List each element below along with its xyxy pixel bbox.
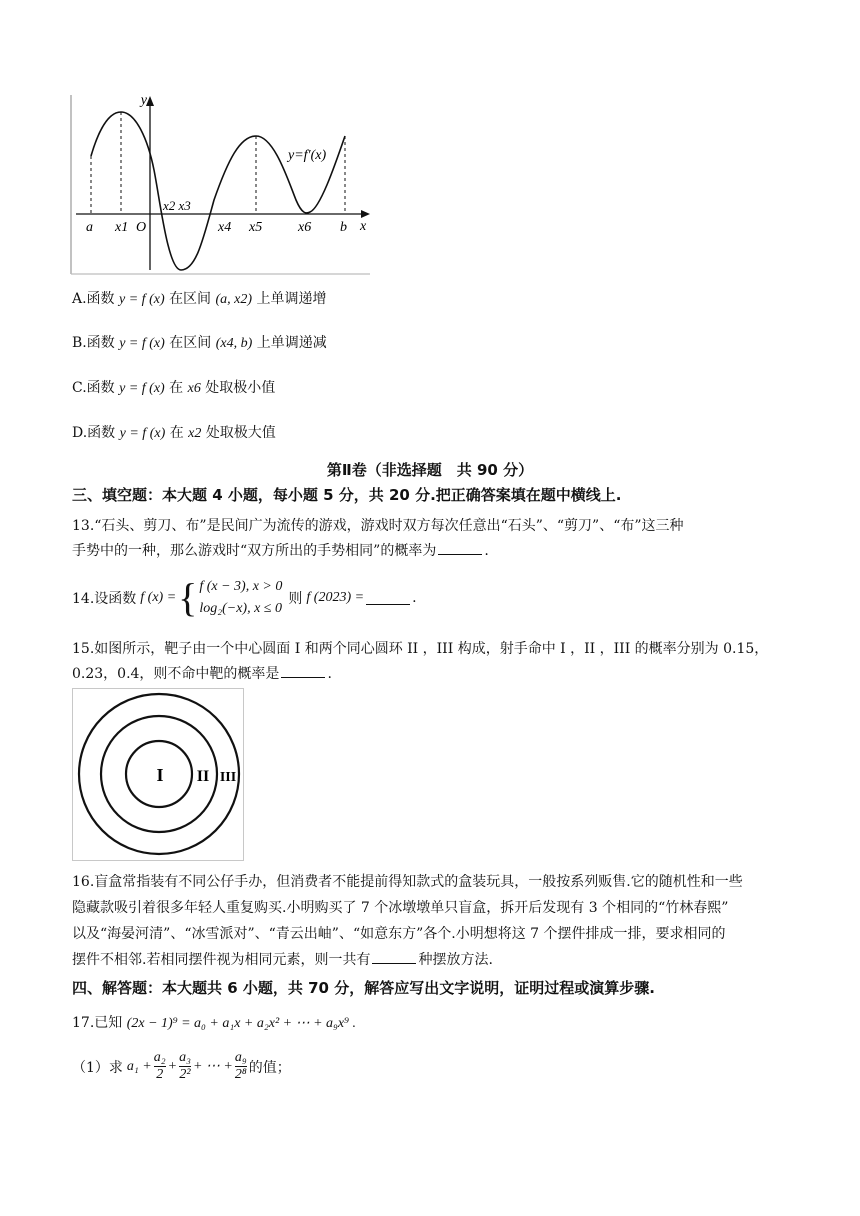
q17-stem: 17.已知 (2x − 1)⁹ = a₀ + a₁x + a₂x² + ⋯ + a₉x⁹ . [72, 1015, 356, 1031]
derivative-graph [68, 90, 378, 276]
tick-x4: x4 [218, 220, 232, 235]
curve-label: y=f′(x) [288, 148, 327, 163]
section4-heading: 四、解答题：本大题共 6 小题，共 70 分，解答应写出文字说明，证明过程或演算步骤. [72, 979, 655, 997]
fraction-1: $\frac{\text{a₂}}{2}$ [153, 1050, 166, 1082]
answer-blank[interactable] [366, 592, 410, 605]
q17-part1: （1）求 a₁ + $\frac{\text{a₂}}{2}$ + $\frac{\text{a₃}}{\text{2²}}$ + ⋯ + $\frac{\text{a₉}}{\text{2⁸}}$ 的值； [72, 1050, 291, 1082]
tick-x5: x5 [249, 220, 263, 235]
option-c: C.函数 y = f (x) 在 x6 处取极小值 [72, 380, 276, 396]
q13-line1: 13.“石头、剪刀、布”是民间广为流传的游戏，游戏时双方每次任意出“石头”、“剪刀”、“布”这三种 [72, 518, 684, 534]
target-figure [72, 688, 244, 861]
q14: 14.设函数 f (x) = { f (x − 3), x > 0 log₂(−x), x ≤ 0 则 f (2023) = . [72, 575, 417, 620]
q15-line2: 0.23，0.4，则不命中靶的概率是 . [72, 666, 332, 682]
option-d: D.函数 y = f (x) 在 x2 处取极大值 [72, 425, 276, 441]
tick-x2-x3: x2 x3 [163, 198, 191, 213]
label-ring-2: II [196, 768, 210, 785]
fraction-3: $\frac{\text{a₉}}{\text{2⁸}}$ [234, 1050, 247, 1082]
label-ring-3: III [219, 770, 237, 785]
tick-b: b [340, 220, 347, 235]
section3-heading: 三、填空题：本大题 4 小题，每小题 5 分，共 20 分.把正确答案填在题中横线上. [72, 486, 622, 504]
origin-label: O [136, 220, 147, 235]
q16-line4: 摆件不相邻.若相同摆件视为相同元素，则一共有 种摆放方法. [72, 952, 493, 968]
answer-blank[interactable] [372, 951, 416, 964]
answer-blank[interactable] [281, 665, 325, 678]
q16-line3: 以及“海晏河清”、“冰雪派对”、“青云出岫”、“如意东方”各个.小明想将这 7 个摆件排成一排，要求相同的 [72, 926, 726, 942]
y-axis-label: y [140, 93, 147, 108]
fraction-2: $\frac{\text{a₃}}{\text{2²}}$ [179, 1050, 191, 1082]
tick-a: a [86, 220, 93, 235]
option-b: B.函数 y = f (x) 在区间 (x4, b) 上单调递减 [72, 335, 327, 351]
tick-x1: x1 [115, 220, 129, 235]
part2-title: 第Ⅱ卷（非选择题 共 90 分） [326, 461, 534, 479]
q16-line2: 隐藏款吸引着很多年轻人重复购买.小明购买了 7 个冰墩墩单只盲盒，拆开后发现有 3 个相同的“竹林春熙” [72, 900, 729, 916]
q16-line1: 16.盲盒常指装有不同公仔手办，但消费者不能提前得知款式的盒装玩具，一般按系列贩售.它的随机性和一些 [72, 874, 743, 890]
piecewise-cases: f (x − 3), x > 0 log₂(−x), x ≤ 0 [199, 579, 283, 616]
piecewise-brace: { [178, 575, 198, 620]
derivative-curve [91, 112, 345, 270]
option-a: A.函数 y = f (x) 在区间 (a, x2) 上单调递增 [72, 291, 327, 307]
label-ring-1: I [156, 765, 164, 785]
q13-line2: 手势中的一种，那么游戏时“双方所出的手势相同”的概率为 . [72, 543, 489, 559]
x-axis-label: x [360, 219, 367, 234]
answer-blank[interactable] [438, 542, 482, 555]
tick-x6: x6 [298, 220, 312, 235]
q15-line1: 15.如图所示，靶子由一个中心圆面 I 和两个同心圆环 II ，III 构成，射手命中 I ，II ，III 的概率分别为 0.15， [72, 641, 769, 657]
